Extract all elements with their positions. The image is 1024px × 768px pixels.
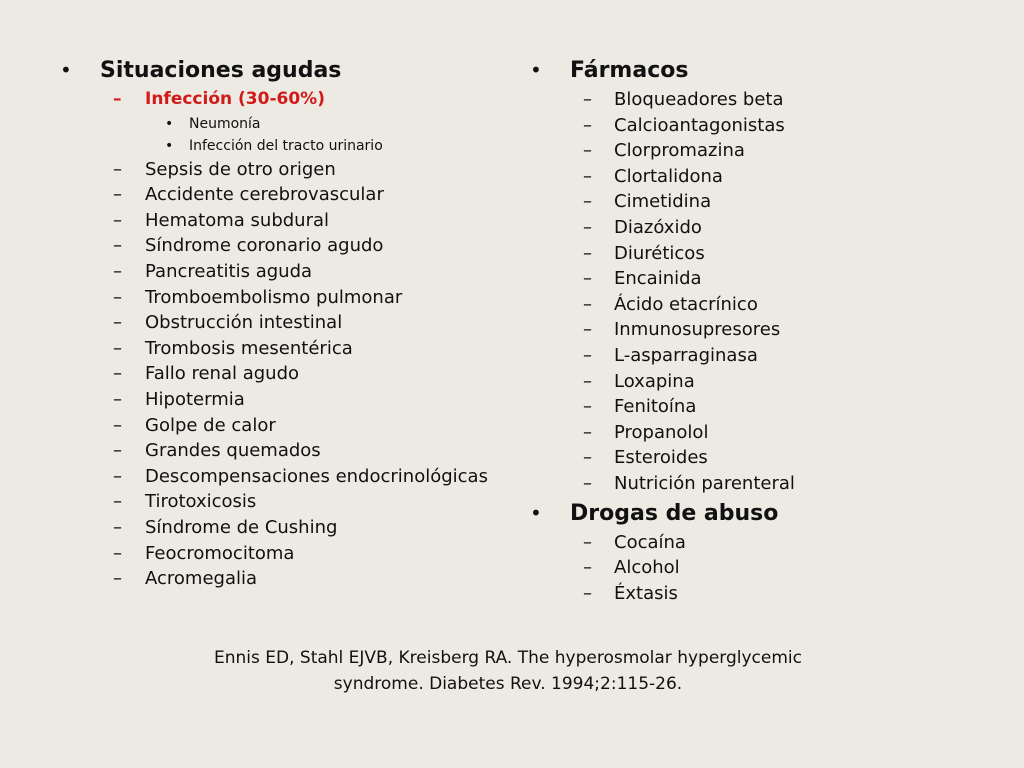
- list-item: [528, 555, 968, 581]
- dash-icon: –: [583, 165, 592, 187]
- bullet-icon: •: [530, 500, 542, 525]
- list-item-label: Accidente cerebrovascular: [145, 184, 384, 206]
- list-item-label: Nutrición parenteral: [614, 472, 795, 494]
- dash-icon: –: [113, 158, 122, 180]
- dash-icon: –: [113, 89, 122, 109]
- list-item-label: Fallo renal agudo: [145, 363, 300, 385]
- list-item-label: Bloqueadores beta: [614, 89, 784, 110]
- heading-farmacos: [528, 54, 968, 87]
- list-item: [528, 530, 968, 556]
- dash-icon: –: [583, 89, 592, 110]
- list-item: [58, 438, 498, 464]
- list-item-label: Pancreatitis aguda: [145, 260, 313, 282]
- citation-line: Ennis ED, Stahl EJVB, Kreisberg RA. The hyperosmolar hyperglycemic: [213, 648, 802, 668]
- dash-icon: –: [583, 396, 592, 418]
- list-item-label: Acromegalia: [145, 568, 258, 590]
- list-item-label: Clorpromazina: [614, 140, 745, 162]
- list-item: [58, 336, 498, 362]
- dash-icon: –: [583, 370, 592, 392]
- left-column: [58, 54, 498, 592]
- list-item: [58, 285, 498, 311]
- list-item: [528, 420, 968, 446]
- list-item-label: Hipotermia: [145, 388, 245, 410]
- list-item: [528, 113, 968, 139]
- right-column: [528, 54, 968, 606]
- list-item: [528, 317, 968, 343]
- list-item-label: Grandes quemados: [145, 440, 321, 462]
- dash-icon: –: [583, 557, 592, 579]
- dash-icon: –: [113, 491, 122, 513]
- list-item-label: Trombosis mesentérica: [145, 337, 353, 359]
- list-item: [58, 566, 498, 592]
- heading-situaciones-agudas: [58, 54, 498, 87]
- list-item-label: Inmunosupresores: [614, 319, 781, 341]
- list-item: [58, 541, 498, 567]
- list-item-label: Propanolol: [614, 421, 709, 443]
- dash-icon: –: [113, 235, 122, 257]
- list-item-label: Golpe de calor: [145, 414, 276, 436]
- bullet-icon: •: [165, 137, 174, 154]
- list-item: [58, 233, 498, 259]
- dash-icon: –: [583, 447, 592, 469]
- dash-icon: –: [113, 465, 122, 487]
- bullet-icon: •: [530, 58, 542, 82]
- heading-text: Situaciones agudas: [100, 58, 342, 83]
- list-item-label: Síndrome de Cushing: [145, 516, 338, 538]
- dash-icon: –: [583, 114, 592, 136]
- list-item: [528, 138, 968, 164]
- dash-icon: –: [583, 242, 592, 264]
- list-item-label: Infección (30-60%): [145, 89, 325, 109]
- dash-icon: –: [113, 209, 122, 231]
- list-item-label: Éxtasis: [614, 582, 678, 604]
- list-item-label: Síndrome coronario agudo: [145, 235, 384, 257]
- list-item: [528, 241, 968, 267]
- dash-icon: –: [583, 421, 592, 443]
- dash-icon: –: [113, 312, 122, 334]
- dash-icon: –: [113, 542, 122, 564]
- list-item: [528, 189, 968, 215]
- list-item: [528, 164, 968, 190]
- dash-icon: –: [113, 184, 122, 206]
- list-item-label: Fenitoína: [614, 396, 697, 418]
- list-item-label: Tromboembolismo pulmonar: [145, 286, 403, 308]
- citation-line: syndrome. Diabetes Rev. 1994;2:115-26.: [333, 674, 683, 694]
- dash-icon: –: [113, 414, 122, 436]
- list-item: [58, 515, 498, 541]
- list-item-label: Calcioantagonistas: [614, 114, 785, 136]
- list-item-label: Alcohol: [614, 557, 680, 579]
- list-item: [528, 369, 968, 395]
- bullet-icon: •: [165, 115, 174, 132]
- list-item: [58, 310, 498, 336]
- list-item: [528, 471, 968, 497]
- sub-item: [58, 135, 498, 157]
- dash-icon: –: [113, 260, 122, 282]
- list-item-label: Esteroides: [614, 447, 708, 469]
- list-item: [528, 266, 968, 292]
- list-item-label: Tirotoxicosis: [145, 491, 257, 513]
- dash-icon: –: [113, 568, 122, 590]
- dash-icon: –: [583, 582, 592, 604]
- list-item-label: Cocaína: [614, 531, 686, 553]
- list-item: [58, 208, 498, 234]
- dash-icon: –: [113, 516, 122, 538]
- dash-icon: –: [113, 363, 122, 385]
- list-item-label: Encainida: [614, 268, 702, 290]
- list-item-label: Descompensaciones endocrinológicas: [145, 465, 488, 487]
- dash-icon: –: [113, 337, 122, 359]
- dash-icon: –: [583, 216, 592, 238]
- heading-drogas-de-abuso: [528, 497, 968, 530]
- dash-icon: –: [583, 344, 592, 366]
- dash-icon: –: [113, 440, 122, 462]
- dash-icon: –: [583, 319, 592, 341]
- list-item: [58, 413, 498, 439]
- sub-item-label: Neumonía: [189, 115, 261, 132]
- list-item-label: Loxapina: [614, 370, 695, 392]
- list-item-label: Diuréticos: [614, 242, 705, 264]
- list-item: [58, 464, 498, 490]
- sub-item: [58, 113, 498, 135]
- dash-icon: –: [113, 388, 122, 410]
- bullet-icon: •: [60, 58, 72, 82]
- list-item: [528, 292, 968, 318]
- list-item-label: Diazóxido: [614, 216, 702, 238]
- list-item: [528, 394, 968, 420]
- list-item-infeccion: [58, 87, 498, 113]
- list-item: [58, 387, 498, 413]
- list-item: [528, 87, 968, 113]
- dash-icon: –: [583, 191, 592, 213]
- sub-item-label: Infección del tracto urinario: [189, 137, 383, 154]
- list-item-label: Cimetidina: [614, 191, 712, 213]
- dash-icon: –: [583, 531, 592, 553]
- list-item: [528, 215, 968, 241]
- list-item-label: Sepsis de otro origen: [145, 158, 336, 180]
- dash-icon: –: [583, 140, 592, 162]
- heading-text: Fármacos: [570, 58, 689, 83]
- dash-icon: –: [113, 286, 122, 308]
- list-item: [58, 361, 498, 387]
- list-item: [528, 343, 968, 369]
- list-item-label: Clortalidona: [614, 165, 723, 187]
- list-item-label: Ácido etacrínico: [614, 293, 758, 315]
- list-item-label: Obstrucción intestinal: [145, 312, 343, 334]
- list-item-label: L-asparraginasa: [614, 344, 758, 366]
- list-item: [528, 445, 968, 471]
- citation: [150, 645, 866, 697]
- list-item: [528, 581, 968, 607]
- dash-icon: –: [583, 293, 592, 315]
- list-item-label: Feocromocitoma: [145, 542, 295, 564]
- list-item-label: Hematoma subdural: [145, 209, 330, 231]
- heading-text: Drogas de abuso: [570, 500, 779, 526]
- list-item: [58, 489, 498, 515]
- dash-icon: –: [583, 268, 592, 290]
- list-item: [58, 182, 498, 208]
- list-item: [58, 157, 498, 183]
- list-item: [58, 259, 498, 285]
- dash-icon: –: [583, 472, 592, 494]
